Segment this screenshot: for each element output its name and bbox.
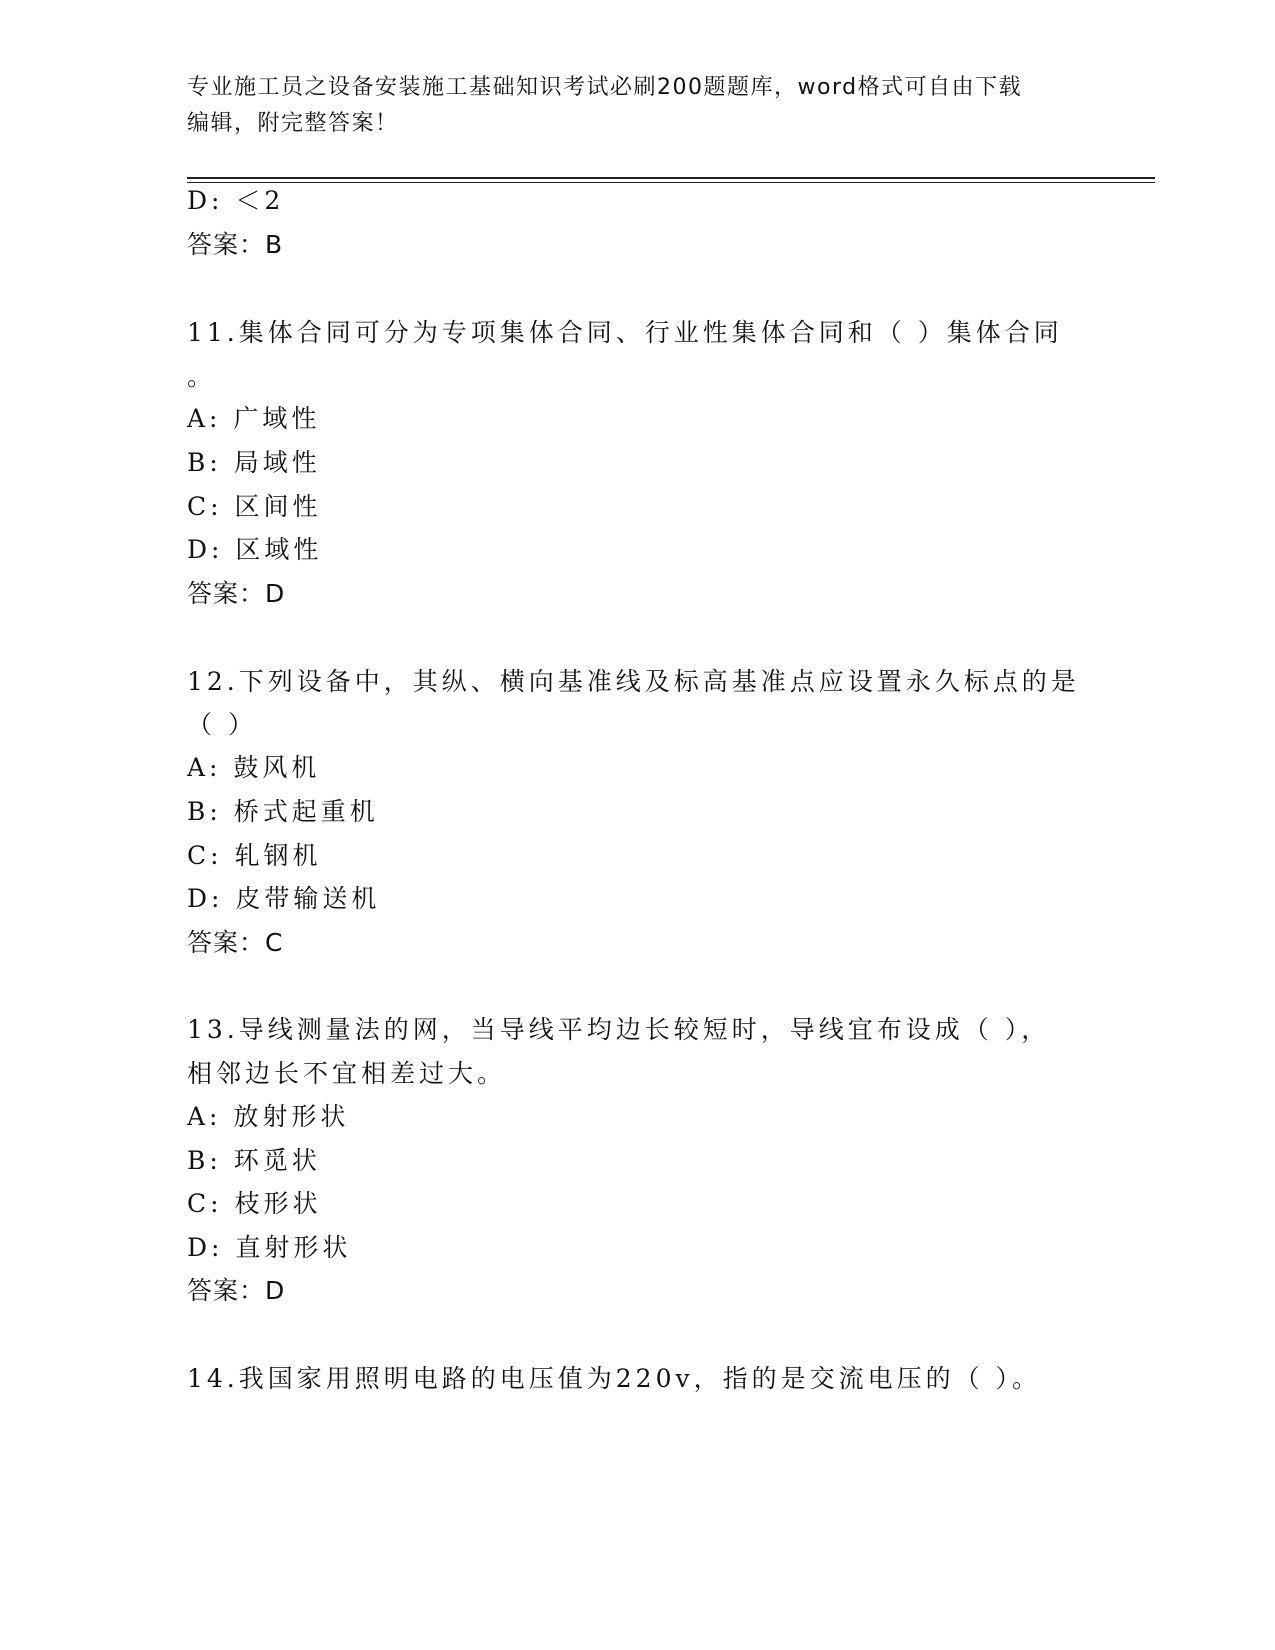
q13-stem-line-1: 13.导线测量法的网，当导线平均边长较短时，导线宜布设成（ ）， — [187, 1015, 1051, 1044]
q13-option-b: B: 环觅状 — [187, 1146, 321, 1175]
header-divider-thin — [187, 182, 1155, 183]
q12-option-b: B: 桥式起重机 — [187, 797, 379, 826]
header-line-1: 专业施工员之设备安装施工基础知识考试必刷200题题库，word格式可自由下载 — [187, 75, 1023, 100]
q12-option-a: A: 鼓风机 — [187, 753, 321, 782]
q11-option-c: C: 区间性 — [187, 492, 322, 521]
q12-answer: 答案：C — [187, 928, 284, 957]
q12-stem-line-2: （ ） — [187, 710, 257, 739]
q12-stem-line-1: 12.下列设备中，其纵、横向基准线及标高基准点应设置永久标点的是 — [187, 667, 1080, 696]
q13-option-c: C: 枝形状 — [187, 1189, 322, 1218]
prev-option-d: D: ＜2 — [187, 186, 285, 215]
header-divider-thick — [187, 177, 1155, 179]
q12-option-d: D: 皮带输送机 — [187, 884, 381, 913]
q13-option-d: D: 直射形状 — [187, 1233, 352, 1262]
q13-option-a: A: 放射形状 — [187, 1102, 350, 1131]
q11-stem-line-2: 。 — [187, 362, 217, 391]
q13-answer: 答案：D — [187, 1276, 286, 1305]
prev-answer: 答案：B — [187, 230, 284, 259]
q14-stem-line-1: 14.我国家用照明电路的电压值为220v，指的是交流电压的（ ）。 — [187, 1364, 1042, 1393]
q11-answer: 答案：D — [187, 579, 286, 608]
q13-stem-line-2: 相邻边长不宜相差过大。 — [187, 1059, 507, 1088]
q11-option-d: D: 区域性 — [187, 535, 323, 564]
q11-option-a: A: 广域性 — [187, 404, 321, 433]
q11-option-b: B: 局域性 — [187, 448, 321, 477]
q12-option-c: C: 轧钢机 — [187, 841, 322, 870]
document-header — [187, 70, 1067, 142]
header-line-2: 编辑，附完整答案！ — [187, 111, 399, 136]
q11-stem-line-1: 11.集体合同可分为专项集体合同、行业性集体合同和（ ）集体合同 — [187, 318, 1063, 347]
